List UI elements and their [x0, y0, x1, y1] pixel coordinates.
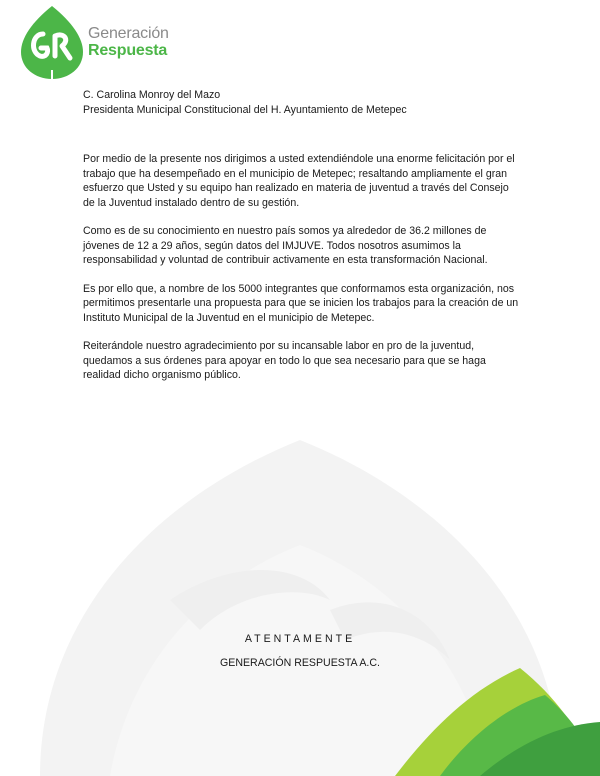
addressee-block	[83, 88, 523, 117]
addressee-title: Presidenta Municipal Constitucional del H. Ayuntamiento de Metepec	[83, 103, 407, 116]
body-paragraph: Es por ello que, a nombre de los 5000 integrantes que conformamos esta organización, nos permitimos presentarle una propuesta para que se inicien los trabajos para la creación de un Instituto Municipal de la Juventud en el municipio de Metepec.	[83, 282, 519, 324]
closing-signature: GENERACIÓN RESPUESTA A.C.	[220, 657, 380, 669]
closing-salutation: ATENTAMENTE	[244, 633, 356, 645]
body-paragraph: Por medio de la presente nos dirigimos a usted extendiéndole una enorme felicitación por el trabajo que ha desempeñado en el municipio de Metepec; resaltando ampliamente el gran esfuerzo que Usted y su equipo han realizado en materia de juventud a través del Consejo de la Juventud instalado dentro de su gestión.	[83, 153, 515, 209]
logo-wordmark	[88, 26, 169, 59]
body-paragraph: Como es de su conocimiento en nuestro país somos ya alrededor de 36.2 millones de jóvenes de 12 a 29 años, según datos del IMJUVE. Todos nosotros asumimos la responsabilidad y voluntad de contribuir activamente en esta transformación Nacional.	[83, 225, 488, 266]
organization-logo	[18, 4, 188, 80]
letter-content	[83, 88, 523, 383]
addressee-name: C. Carolina Monroy del Mazo	[83, 89, 221, 101]
letter-body	[83, 152, 523, 383]
body-paragraph: Reiterándole nuestro agradecimiento por su incansable labor en pro de la juventud, quedamos a sus órdenes para apoyar en todo lo que sea necesario para que se haga realidad dicho organismo público.	[83, 340, 486, 381]
logo-name-line-1: Generación	[88, 25, 169, 42]
logo-name-line-2: Respuesta	[88, 42, 168, 59]
leaf-gr-logo-icon	[18, 4, 86, 80]
